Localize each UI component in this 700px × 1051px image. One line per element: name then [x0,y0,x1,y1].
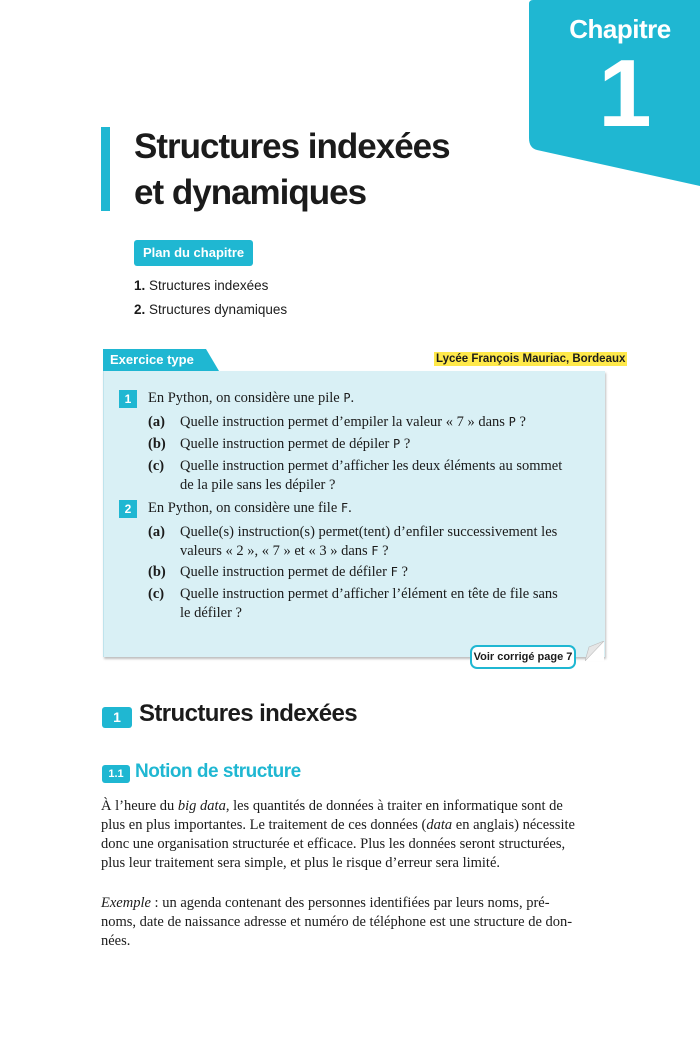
exercise-tab-label: Exercice type [110,352,194,367]
sub-question-label: (c) [148,458,165,474]
exercise-source: Lycée François Mauriac, Bordeaux [436,353,626,365]
sub-question-label: (a) [148,524,165,540]
sub-question-label: (c) [148,586,165,602]
title-line-1: Structures indexées [134,127,450,166]
plan-item-number: 2. [134,302,146,317]
sub-question-text: Quelle instruction permet d’afficher les deux éléments au sommet de la pile sans les dépiler ? [180,458,563,493]
sub-question-text: Quelle(s) instruction(s) permet(tent) d’enfiler successivement les valeurs « 2 », « 7 » et « 3 » dans F ? [180,524,558,559]
title-accent-bar [101,127,110,211]
plan-item-label: Structures indexées [149,278,269,293]
plan-item [134,302,287,317]
sub-question-label: (a) [148,414,165,430]
chapter-label: Chapitre [569,14,671,44]
question-text: En Python, on considère une pile P. [148,390,355,406]
plan-item-label: Structures dynamiques [149,302,288,317]
paragraph-example: Exemple : un agenda contenant des personnes identifiées par leurs noms, pré- noms, date de naissance adresse et numéro de téléphone est une structure de don- nées. [101,895,573,949]
plan-item-number: 1. [134,278,146,293]
plan-item [134,278,268,293]
paragraph: À l’heure du big data, les quantités de données à traiter en informatique sont de plus en plus importantes. Le traitement de ces données (data en anglais) nécessite donc une organisation structurée et efficace. Plus les données seront structurées, plus leur traitement sera simple, et plus le risque d’erreur sera limité. [101,798,575,871]
question-number: 2 [119,500,137,518]
question-number: 1 [119,390,137,408]
sub-question-label: (b) [148,436,166,452]
page-curl-icon [585,641,605,661]
sub-question-text: Quelle instruction permet de défiler F ? [180,564,408,580]
subsection-title: Notion de structure [135,761,301,782]
subsection-number: 1.1 [102,765,130,783]
sub-question-label: (b) [148,564,166,580]
sub-question-text: Quelle instruction permet d’afficher l’élément en tête de file sans le défiler ? [180,586,558,621]
title-line-2: et dynamiques [134,173,367,212]
question-text: En Python, on considère une file F. [148,500,352,516]
sub-question-text: Quelle instruction permet d’empiler la valeur « 7 » dans P ? [180,414,526,430]
page-title [134,124,514,216]
chapter-number: 1 [598,40,652,147]
section-number: 1 [102,707,132,728]
chapter-tab [527,0,700,186]
sub-question-text: Quelle instruction permet de dépiler P ? [180,436,411,452]
see-correction-link[interactable]: Voir corrigé page 7 [470,645,576,669]
section-title: Structures indexées [139,700,358,727]
plan-badge: Plan du chapitre [134,240,253,266]
